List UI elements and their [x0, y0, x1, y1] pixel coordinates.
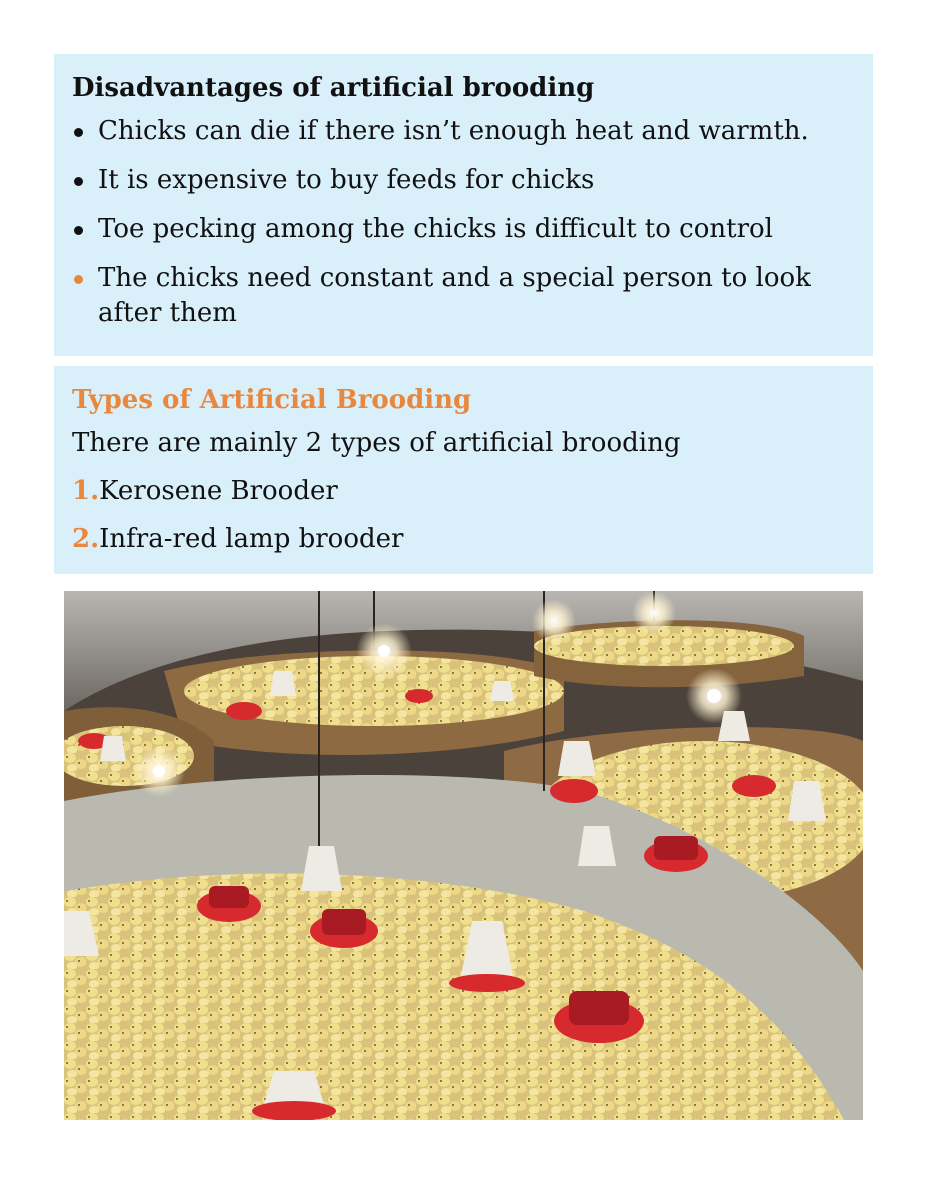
list-item — [72, 163, 857, 198]
list-item-text: It is expensive to buy feeds for chicks — [98, 165, 595, 195]
list-item-text: Toe pecking among the chicks is difficult to control — [98, 214, 773, 244]
disadvantages-list — [72, 114, 857, 331]
types-title: Types of Artificial Brooding — [72, 385, 472, 415]
list-item — [72, 474, 857, 509]
brooding-chicks-photo — [64, 591, 863, 1120]
list-item-text: Chicks can die if there isn’t enough heat and warmth. — [98, 116, 809, 146]
disadvantages-box — [54, 54, 873, 356]
list-item — [72, 261, 857, 331]
bullet-icon — [74, 177, 83, 186]
types-intro: There are mainly 2 types of artificial brooding — [72, 428, 681, 458]
list-item — [72, 212, 857, 247]
bullet-icon — [74, 128, 83, 137]
list-number: 1. — [72, 476, 100, 506]
types-list — [72, 474, 857, 557]
bullet-icon — [74, 275, 83, 284]
list-number: 2. — [72, 524, 100, 554]
list-item-text: The chicks need constant and a special person to look after them — [98, 263, 811, 328]
list-item-text: Kerosene Brooder — [99, 476, 338, 506]
list-item-text: Infra-red lamp brooder — [99, 524, 404, 554]
bullet-icon — [74, 226, 83, 235]
list-item — [72, 114, 857, 149]
types-box — [54, 366, 873, 574]
list-item — [72, 522, 857, 557]
disadvantages-title: Disadvantages of artificial brooding — [72, 73, 595, 103]
